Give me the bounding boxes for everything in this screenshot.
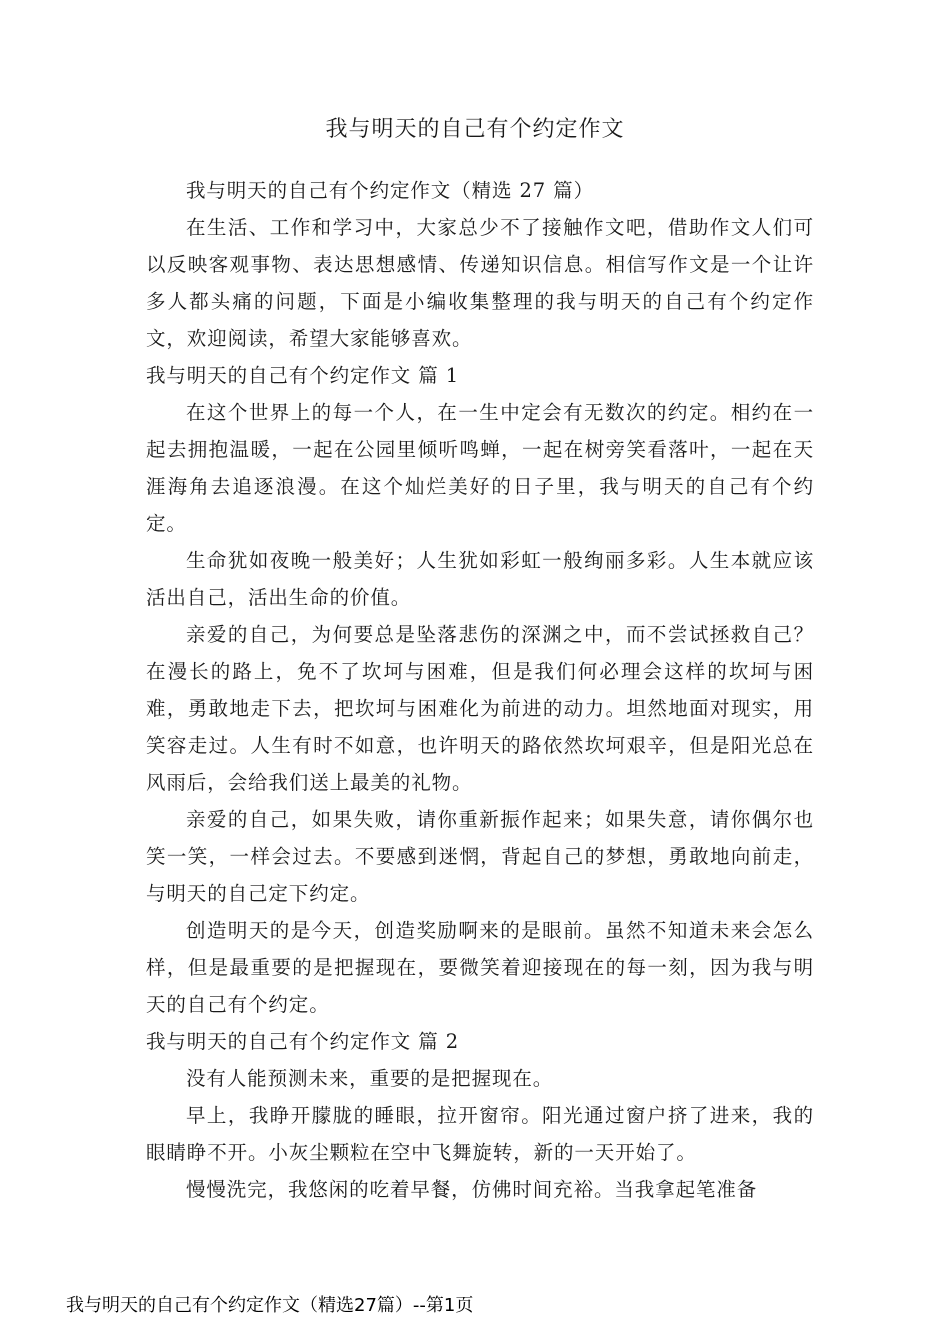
document-title: 我与明天的自己有个约定作文 <box>325 117 625 142</box>
paragraph: 在生活、工作和学习中，大家总少不了接触作文吧，借助作文人们可以反映客观事物、表达思想感情、传递知识信息。相信写作文是一个让许多人都头痛的问题，下面是小编收集整理的我与明天的自己有个约定作文，欢迎阅读，希望大家能够喜欢。 <box>146 216 814 350</box>
page-footer: 我与明天的自己有个约定作文（精选27篇）--第1页 <box>66 1295 474 1316</box>
paragraph: 创造明天的是今天，创造奖励啊来的是眼前。虽然不知道未来会怎么样，但是最重要的是把握现在，要微笑着迎接现在的每一刻，因为我与明天的自己有个约定。 <box>146 919 814 1016</box>
section-heading: 我与明天的自己有个约定作文 篇 2 <box>146 1030 460 1053</box>
paragraph: 没有人能预测未来，重要的是把握现在。 <box>185 1067 554 1090</box>
document-body <box>146 172 814 1208</box>
paragraph: 亲爱的自己，如果失败，请你重新振作起来；如果失意，请你偶尔也笑一笑，一样会过去。不要感到迷惘，背起自己的梦想，勇敢地向前走，与明天的自己定下约定。 <box>146 808 814 905</box>
paragraph: 在这个世界上的每一个人，在一生中定会有无数次的约定。相约在一起去拥抱温暖，一起在公园里倾听鸣蝉，一起在树旁笑看落叶，一起在天涯海角去追逐浪漫。在这个灿烂美好的日子里，我与明天的自己有个约定。 <box>146 401 814 535</box>
paragraph: 我与明天的自己有个约定作文（精选 27 篇） <box>185 179 594 202</box>
section-heading: 我与明天的自己有个约定作文 篇 1 <box>146 364 460 387</box>
paragraph: 生命犹如夜晚一般美好；人生犹如彩虹一般绚丽多彩。人生本就应该活出自己，活出生命的价值。 <box>146 549 814 609</box>
paragraph: 亲爱的自己，为何要总是坠落悲伤的深渊之中，而不尝试拯救自己？在漫长的路上，免不了坎坷与困难，但是我们何必理会这样的坎坷与困难，勇敢地走下去，把坎坷与困难化为前进的动力。坦然地面对现实，用笑容走过。人生有时不如意，也许明天的路依然坎坷艰辛，但是阳光总在风雨后，会给我们送上最美的礼物。 <box>146 623 814 794</box>
paragraph: 慢慢洗完，我悠闲的吃着早餐，仿佛时间充裕。当我拿起笔准备 <box>185 1178 758 1201</box>
paragraph: 早上，我睁开朦胧的睡眼，拉开窗帘。阳光通过窗户挤了进来，我的眼睛睁不开。小灰尘颗粒在空中飞舞旋转，新的一天开始了。 <box>146 1104 814 1164</box>
